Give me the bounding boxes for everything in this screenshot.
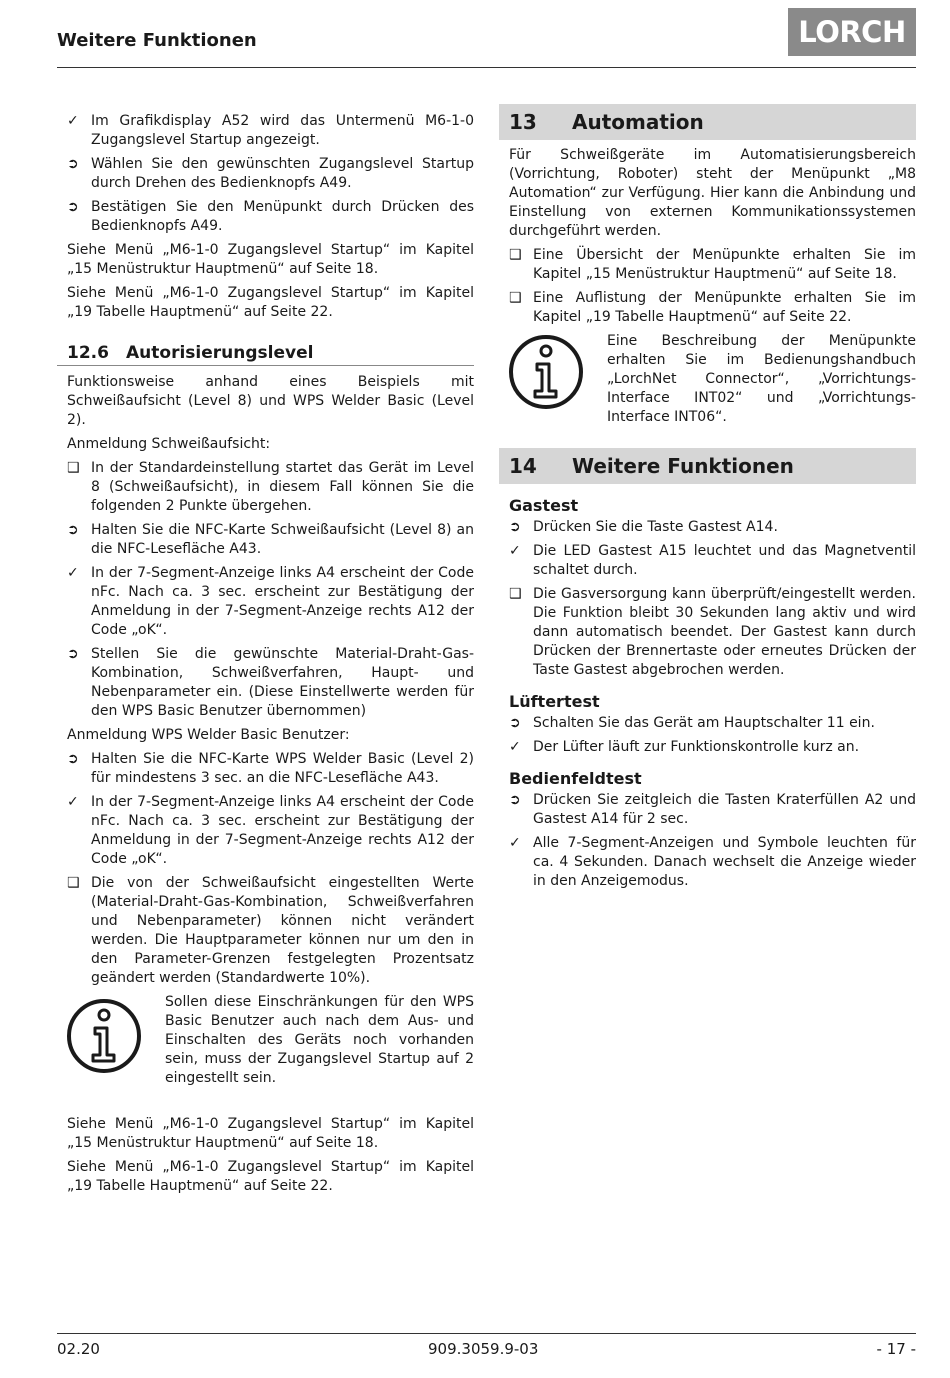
reference-paragraph: Siehe Menü „M6-1-0 Zugangslevel Startup“ im Kapitel „19 Tabelle Hauptmenü“ auf Seite 22. xyxy=(67,1159,474,1194)
list-item: ➲ Halten Sie die NFC-Karte WPS Welder Basic (Level 2) für mindestens 3 sec. an die NFC-Lesefläche A43. xyxy=(67,751,474,786)
gastest-heading: Gastest xyxy=(509,496,579,515)
right-column xyxy=(499,104,916,896)
section-heading-14 xyxy=(499,448,916,484)
intro-list xyxy=(67,112,474,236)
step-marker-icon: ❑ xyxy=(509,247,522,263)
footer-page-number: - 17 - xyxy=(876,1340,916,1358)
header-divider xyxy=(57,67,916,68)
step-marker-icon: ❑ xyxy=(67,875,80,891)
info-note xyxy=(67,993,474,1088)
step-marker-icon: ➲ xyxy=(509,715,521,731)
list-item: ➲ Wählen Sie den gewünschten Zugangslevel Startup durch Drehen des Bedienknopfs A49. xyxy=(67,156,474,191)
section-title: Automation xyxy=(572,109,704,134)
step-marker-icon: ➲ xyxy=(67,156,79,172)
list-item: ✓ In der 7-Segment-Anzeige links A4 erscheint der Code nFc. Nach ca. 3 sec. erscheint zur Bestätigung der Anmeldung in der 7-Segment-Anzeige rechts A12 der Code „oK“. xyxy=(67,565,474,638)
list-item: ❑ Die von der Schweißaufsicht eingestellten Werte (Material-Draht-Gas-Kombination, Schweißverfahren und Nebenparameter) können nicht verändert werden. Die Hauptparameter können nur um den in den Parameter-Grenzen festgelegten Prozentsatz geändert werden (Standardwerte 10%). xyxy=(67,875,474,986)
lorch-logo: LORCH xyxy=(788,8,916,56)
list-item: ➲ Drücken Sie die Taste Gastest A14. xyxy=(509,519,778,535)
step-marker-icon: ➲ xyxy=(509,519,521,535)
step-marker-icon: ❑ xyxy=(67,460,80,476)
step-marker-icon: ✓ xyxy=(67,113,79,129)
list-item: ❑ Die Gasversorgung kann überprüft/eingestellt werden. Die Funktion bleibt 30 Sekunden lang aktiv und wird dann automatisch beendet. Der Gastest kann durch Drücken der Brennertaste oder erneutes Drücken der Taste Gastest abgebrochen werden. xyxy=(509,586,916,678)
step-marker-icon: ✓ xyxy=(509,835,521,851)
list-item: ➲ Schalten Sie das Gerät am Hauptschalter 11 ein. xyxy=(509,715,875,731)
list-item: ✓ Der Lüfter läuft zur Funktionskontrolle kurz an. xyxy=(509,739,860,755)
step-marker-icon: ➲ xyxy=(67,646,79,662)
section-title: Autorisierungslevel xyxy=(126,343,314,363)
login-label: Anmeldung WPS Welder Basic Benutzer: xyxy=(67,727,350,743)
step-marker-icon: ➲ xyxy=(509,792,521,808)
section-number: 13 xyxy=(509,109,537,134)
step-marker-icon: ✓ xyxy=(509,739,521,755)
list-item: ➲ Halten Sie die NFC-Karte Schweißaufsicht (Level 8) an die NFC-Lesefläche A43. xyxy=(67,522,474,557)
footer-date: 02.20 xyxy=(57,1340,100,1358)
section-heading-12-6 xyxy=(57,344,474,366)
login-label: Anmeldung Schweißaufsicht: xyxy=(67,436,271,452)
footer-divider xyxy=(57,1333,916,1334)
info-note-text: Eine Beschreibung der Menüpunkte erhalten Sie im Bedienungshandbuch „LorchNet Connector“, „Vorrichtungs-Interface INT02“ und „Vorrichtungs-Interface INT06“. xyxy=(607,333,916,425)
step-marker-icon: ➲ xyxy=(67,751,79,767)
step-marker-icon: ✓ xyxy=(67,794,79,810)
bedienfeld-heading: Bedienfeldtest xyxy=(509,769,642,788)
footer-doc-number: 909.3059.9-03 xyxy=(428,1340,539,1358)
list-item: ✓ Im Grafikdisplay A52 wird das Untermenü M6-1-0 Zugangslevel Startup angezeigt. xyxy=(67,113,474,148)
luefter-heading: Lüftertest xyxy=(509,692,600,711)
list-item: ❑ In der Standardeinstellung startet das Gerät im Level 8 (Schweißaufsicht), in diesem Fall können Sie die folgenden 2 Punkte übergehen. xyxy=(67,460,474,514)
step-marker-icon: ➲ xyxy=(67,522,79,538)
list-item: ➲ Drücken Sie zeitgleich die Tasten Kraterfüllen A2 und Gastest A14 für 2 sec. xyxy=(509,792,916,827)
section-intro: Für Schweißgeräte im Automatisierungsbereich (Vorrichtung, Roboter) steht der Menüpunkt „M8 Automation“ zur Verfügung. Hier kann die Anbindung und Einstellung von externen Kommunikationssystemen durchgeführt werden. xyxy=(509,147,916,239)
step-marker-icon: ➲ xyxy=(67,199,79,215)
step-marker-icon: ❑ xyxy=(509,586,522,602)
list-item: ❑ Eine Auflistung der Menüpunkte erhalten Sie im Kapitel „19 Tabelle Hauptmenü“ auf Seite 22. xyxy=(509,290,916,325)
info-icon xyxy=(67,993,165,1085)
section-heading-13 xyxy=(499,104,916,140)
list-item: ❑ Eine Übersicht der Menüpunkte erhalten Sie im Kapitel „15 Menüstruktur Hauptmenü“ auf Seite 18. xyxy=(509,247,916,282)
info-note xyxy=(509,332,916,427)
list-item: ✓ In der 7-Segment-Anzeige links A4 erscheint der Code nFc. Nach ca. 3 sec. erscheint zur Bestätigung der Anmeldung in der 7-Segment-Anzeige rechts A12 der Code „oK“. xyxy=(67,794,474,867)
section-intro: Funktionsweise anhand eines Beispiels mit Schweißaufsicht (Level 8) und WPS Welder Basic (Level 2). xyxy=(67,374,474,428)
step-marker-icon: ✓ xyxy=(67,565,79,581)
section-number: 14 xyxy=(509,453,537,478)
page-header-title: Weitere Funktionen xyxy=(57,30,257,51)
step-marker-icon: ✓ xyxy=(509,543,521,559)
left-column xyxy=(67,112,474,1201)
info-icon xyxy=(509,332,607,416)
section-title: Weitere Funktionen xyxy=(572,453,794,478)
section-number: 12.6 xyxy=(67,343,109,363)
login2-list xyxy=(67,750,474,988)
list-item: ➲ Stellen Sie die gewünschte Material-Draht-Gas-Kombination, Schweißverfahren, Haupt- und Nebenparameter ein. (Diese Einstellwerte werden für den WPS Basic Benutzer übernommen) xyxy=(67,646,474,719)
step-marker-icon: ❑ xyxy=(509,290,522,306)
login1-list xyxy=(67,459,474,721)
list-item: ✓ Die LED Gastest A15 leuchtet und das Magnetventil schaltet durch. xyxy=(509,543,916,578)
reference-paragraph: Siehe Menü „M6-1-0 Zugangslevel Startup“ im Kapitel „15 Menüstruktur Hauptmenü“ auf Seite 18. xyxy=(67,1116,474,1151)
reference-paragraph: Siehe Menü „M6-1-0 Zugangslevel Startup“ im Kapitel „19 Tabelle Hauptmenü“ auf Seite 22. xyxy=(67,285,474,320)
info-note-text: Sollen diese Einschränkungen für den WPS Basic Benutzer auch nach dem Aus- und Einschalten des Geräts noch vorhanden sein, muss der Zugangslevel Startup auf 2 eingestellt sein. xyxy=(165,994,474,1086)
list-item: ➲ Bestätigen Sie den Menüpunkt durch Drücken des Bedienknopfs A49. xyxy=(67,199,474,234)
reference-paragraph: Siehe Menü „M6-1-0 Zugangslevel Startup“ im Kapitel „15 Menüstruktur Hauptmenü“ auf Seite 18. xyxy=(67,242,474,277)
list-item: ✓ Alle 7-Segment-Anzeigen und Symbole leuchten für ca. 4 Sekunden. Danach wechselt die Anzeige wieder in den Anzeigemodus. xyxy=(509,835,916,889)
